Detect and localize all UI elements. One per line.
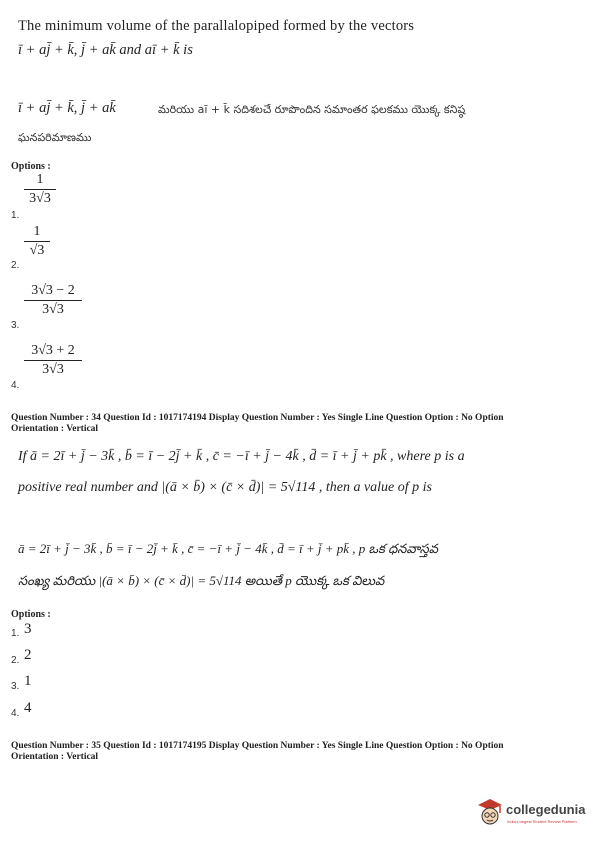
q33-option-number: 2. — [11, 260, 20, 271]
q33-option-number: 1. — [11, 210, 20, 221]
q34-option-number: 2. — [11, 655, 20, 666]
fraction-denominator: 3√3 — [29, 191, 51, 206]
fraction-denominator: 3√3 — [42, 362, 64, 377]
fraction-numerator: 1 — [33, 224, 41, 239]
fraction-numerator: 3√3 − 2 — [31, 283, 75, 298]
fraction-bar — [24, 300, 82, 301]
q33-option-3-fraction[interactable] — [24, 283, 82, 318]
q34-option-3-value[interactable]: 1 — [24, 673, 32, 689]
q34-english-line1: If ā = 2ī + j̄ − 3k̄ , b̄ = ī − 2j̄ + k̄ , c̄ = −ī + j̄ − 4k̄ , d̄ = ī + j̄ + pk̄ , where p is a — [18, 449, 465, 464]
q33-option-number: 3. — [11, 320, 20, 331]
fraction-bar — [24, 360, 82, 361]
q33-telugu-line1: మరియు aī + k̄ సదిశలచే రూపొందిన సమాంతర ఫలకము యొక్క కనిష్ఠ — [158, 103, 466, 116]
q34-options-label: Options : — [11, 609, 51, 620]
q33-telugu-line2: ఘనపరిమాణము — [18, 131, 92, 144]
q34-meta-line2: Orientation : Vertical — [11, 424, 99, 434]
logo-tagline: India's largest Student Review Platform — [507, 819, 577, 824]
q34-option-number: 4. — [11, 708, 20, 719]
fraction-denominator: 3√3 — [42, 302, 64, 317]
fraction-numerator: 1 — [36, 172, 44, 187]
q33-option-1-fraction[interactable] — [24, 172, 56, 207]
q34-option-2-value[interactable]: 2 — [24, 647, 32, 663]
q33-option-2-fraction[interactable] — [24, 224, 50, 259]
q34-telugu-line1: ā = 2ī + j̄ − 3k̄ , b̄ = ī − 2j̄ + k̄ , c̄ = −ī + j̄ − 4k̄ , d̄ = ī + j̄ + pk̄ , p ఒక ధనవాస్తవ — [18, 541, 438, 556]
q34-option-number: 1. — [11, 628, 20, 639]
q35-meta-line1: Question Number : 35 Question Id : 1017174195 Display Question Number : Yes Single Line Question Option : No Option — [11, 741, 504, 751]
q34-option-1-value[interactable]: 3 — [24, 621, 32, 637]
fraction-numerator: 3√3 + 2 — [31, 343, 75, 358]
q34-meta-line1: Question Number : 34 Question Id : 1017174194 Display Question Number : Yes Single Line Question Option : No Option — [11, 413, 504, 423]
q34-option-4-value[interactable]: 4 — [24, 700, 32, 716]
fraction-denominator: √3 — [29, 243, 45, 258]
q33-telugu-math: ī + aj̄ + k̄, j̄ + ak̄ — [18, 100, 116, 116]
collegedunia-logo[interactable] — [476, 795, 591, 831]
logo-wordmark: collegedunia — [506, 802, 586, 817]
q34-english-line2: positive real number and |(ā × b̄) × (c̄ × d̄)| = 5√114 , then a value of p is — [18, 480, 432, 495]
q33-english-line1: The minimum volume of the parallalopiped formed by the vectors — [18, 18, 415, 34]
fraction-bar — [24, 189, 56, 190]
q33-option-4-fraction[interactable] — [24, 343, 82, 378]
q33-option-number: 4. — [11, 380, 20, 391]
q33-english-line2: ī + aj̄ + k̄, j̄ + ak̄ and aī + k̄ is — [18, 42, 193, 58]
q34-telugu-line2: సంఖ్య మరియు |(ā × b̄) × (c̄ × d̄)| = 5√114 అయితే p యొక్క ఒక విలువ — [18, 573, 385, 588]
q34-option-number: 3. — [11, 681, 20, 692]
q35-meta-line2: Orientation : Vertical — [11, 752, 99, 762]
graduate-mascot-icon — [476, 797, 504, 827]
q33-options-label: Options : — [11, 161, 51, 172]
fraction-bar — [24, 241, 50, 242]
